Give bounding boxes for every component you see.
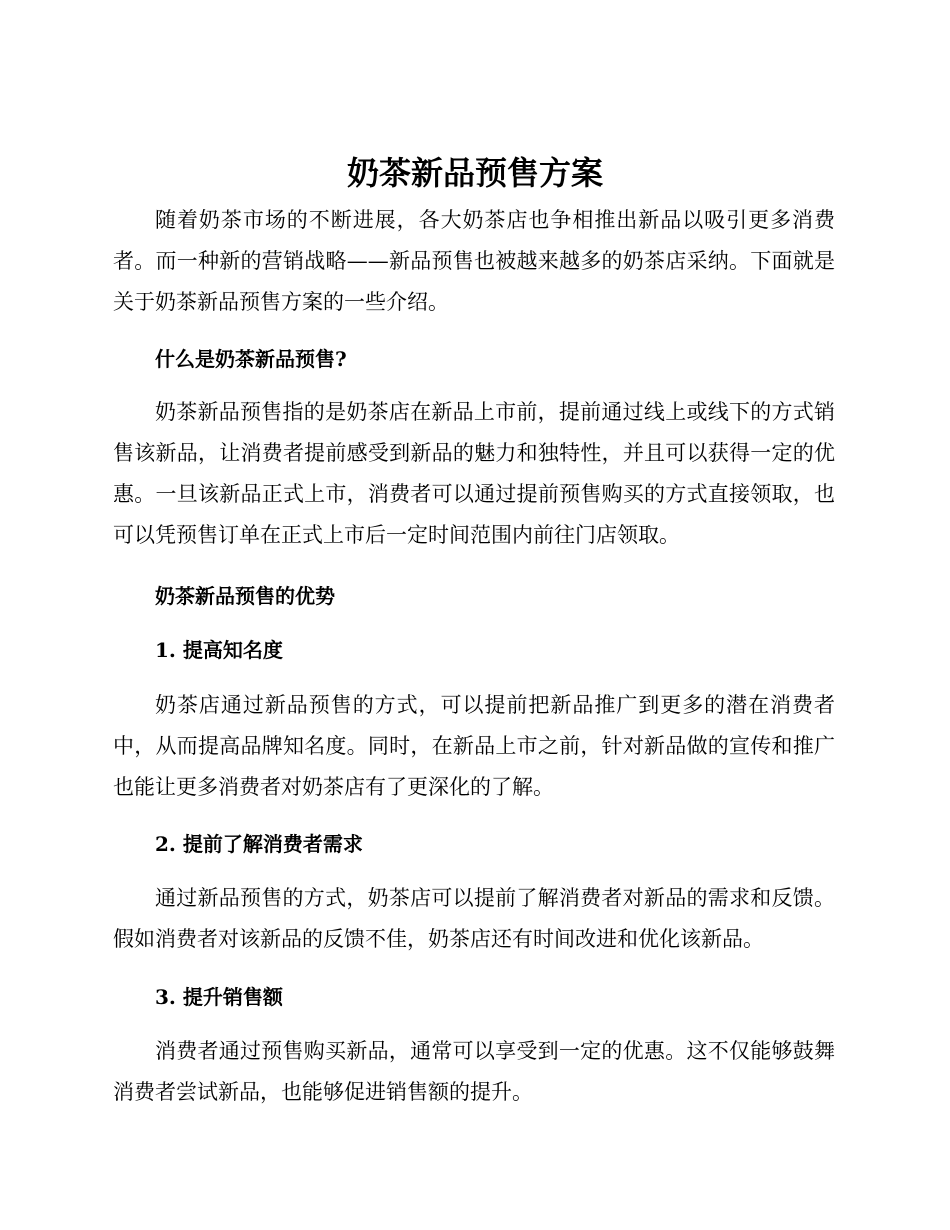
document-title: 奶茶新品预售方案 (346, 154, 603, 192)
subheading-awareness: 1. 提高知名度 (155, 638, 283, 662)
section-paragraph-what: 奶茶新品预售指的是奶茶店在新品上市前，提前通过线上或线下的方式销售该新品，让消费者提前感受到新品的魅力和独特性，并且可以获得一定的优惠。一旦该新品正式上市，消费者可以通过提前预售购买的方式直接领取，也可以凭预售订单在正式上市后一定时间范围内前往门店领取。 (113, 400, 835, 547)
subheading-consumer-demand: 2. 提前了解消费者需求 (155, 832, 363, 856)
paragraph-consumer-demand: 通过新品预售的方式，奶茶店可以提前了解消费者对新品的需求和反馈。假如消费者对该新品的反馈不佳，奶茶店还有时间改进和优化该新品。 (113, 886, 835, 951)
paragraph-awareness: 奶茶店通过新品预售的方式，可以提前把新品推广到更多的潜在消费者中，从而提高品牌知名度。同时，在新品上市之前，针对新品做的宣传和推广也能让更多消费者对奶茶店有了更深化的了解。 (113, 693, 835, 799)
section-heading-what: 什么是奶茶新品预售? (155, 347, 347, 371)
section-heading-advantages: 奶茶新品预售的优势 (155, 584, 335, 608)
paragraph-sales: 消费者通过预售购买新品，通常可以享受到一定的优惠。这不仅能够鼓舞消费者尝试新品，也能够促进销售额的提升。 (113, 1039, 835, 1104)
subheading-sales: 3. 提升销售额 (155, 985, 283, 1009)
intro-paragraph: 随着奶茶市场的不断进展，各大奶茶店也争相推出新品以吸引更多消费者。而一种新的营销战略——新品预售也被越来越多的奶茶店采纳。下面就是关于奶茶新品预售方案的一些介绍。 (113, 208, 835, 314)
